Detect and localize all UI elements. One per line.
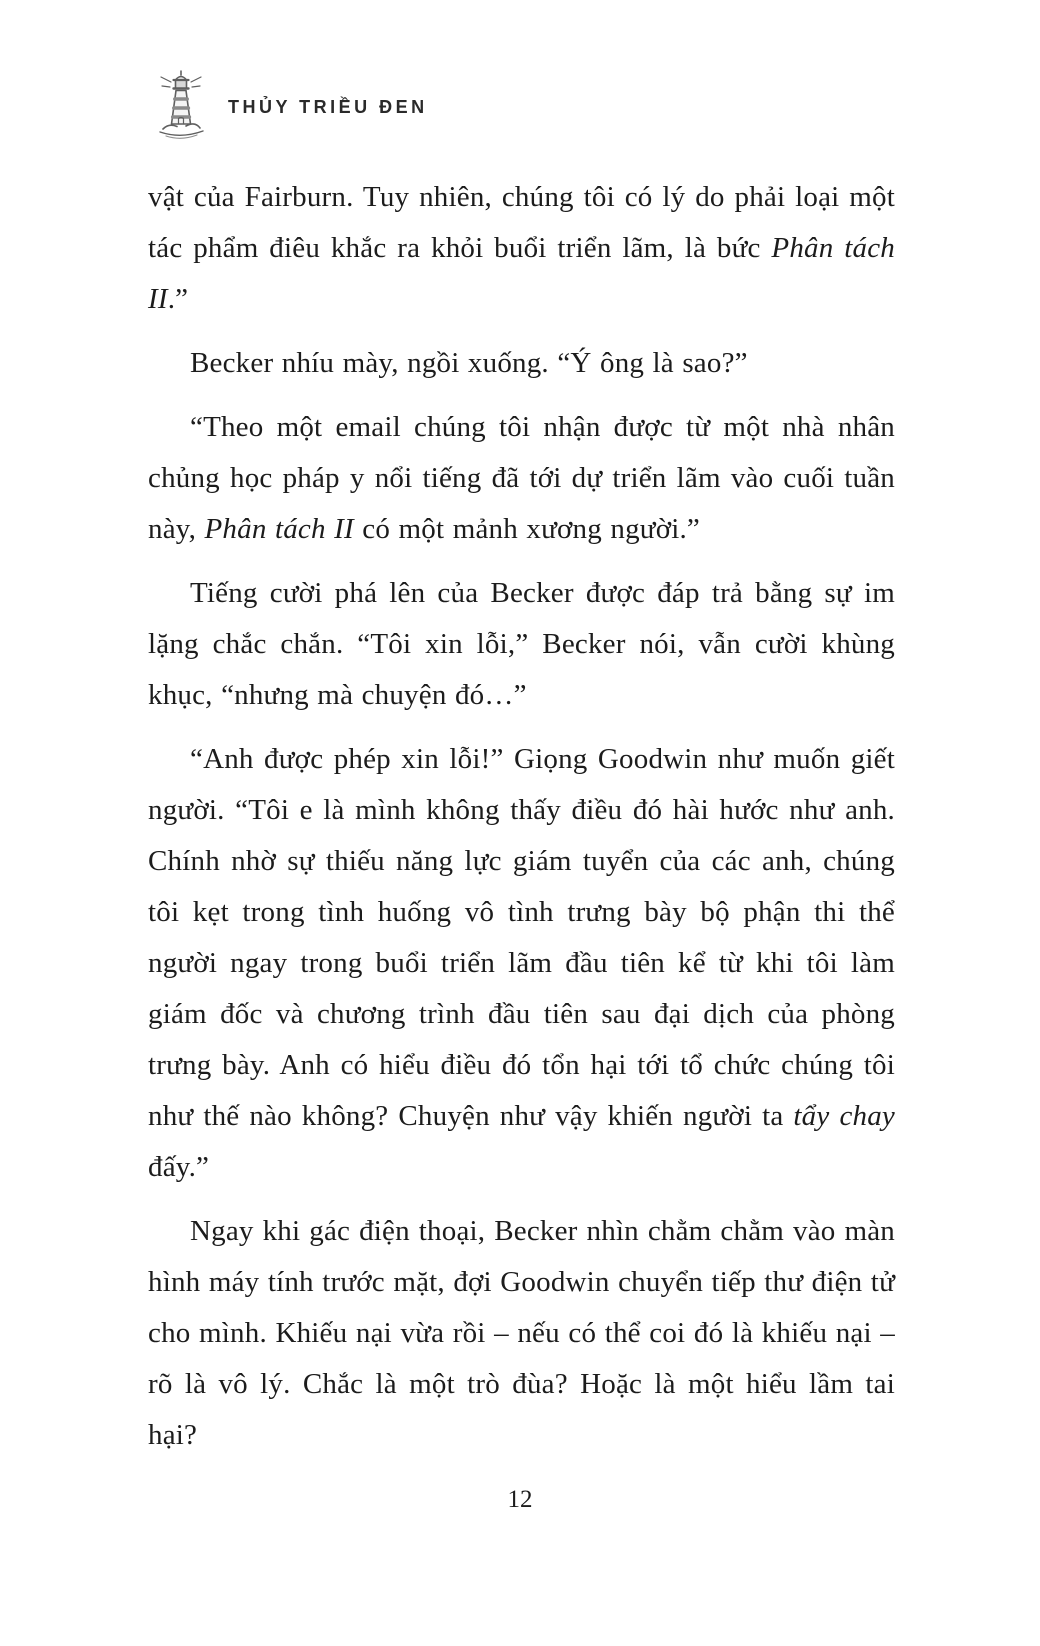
paragraph: [148, 734, 895, 1193]
paragraph: [148, 1206, 895, 1461]
paragraph: [148, 568, 895, 721]
paragraph: [148, 338, 895, 389]
text-segment: .”: [167, 283, 189, 315]
text-segment: có một mảnh xương người.”: [353, 513, 701, 545]
book-title: THỦY TRIỀU ĐEN: [228, 96, 428, 117]
paragraph: [148, 402, 895, 555]
lighthouse-icon: [150, 66, 212, 142]
text-segment: Becker nhíu mày, ngồi xuống. “Ý ông là sao?”: [190, 347, 748, 379]
italic-text: tẩy chay: [793, 1100, 895, 1132]
text-segment: vật của Fairburn. Tuy nhiên, chúng tôi có lý do phải loại một tác phẩm điêu khắc ra khỏi buổi triển lãm, là bức: [148, 181, 895, 264]
italic-text: Phân tách II: [204, 513, 354, 545]
page-number: 12: [507, 1486, 533, 1513]
body-text: [148, 172, 895, 1461]
text-segment: đấy.”: [148, 1151, 210, 1183]
text-segment: Tiếng cười phá lên của Becker được đáp trả bằng sự im lặng chắc chắn. “Tôi xin lỗi,” Becker nói, vẫn cười khùng khục, “nhưng mà chuyện đó…”: [148, 577, 895, 711]
text-segment: “Anh được phép xin lỗi!” Giọng Goodwin như muốn giết người. “Tôi e là mình không thấy điều đó hài hước như anh. Chính nhờ sự thiếu năng lực giám tuyển của các anh, chúng tôi kẹt trong tình huống vô tình trưng bày bộ phận thi thể người ngay trong buổi triển lãm đầu tiên kể từ khi tôi làm giám đốc và chương trình đầu tiên sau đại dịch của phòng trưng bày. Anh có hiểu điều đó tổn hại tới tổ chức chúng tôi như thế nào không? Chuyện như vậy khiến người ta: [148, 743, 895, 1132]
page-header: [150, 66, 895, 142]
paragraph: [148, 172, 895, 325]
text-segment: Ngay khi gác điện thoại, Becker nhìn chằm chằm vào màn hình máy tính trước mặt, đợi Goodwin chuyển tiếp thư điện tử cho mình. Khiếu nại vừa rồi – nếu có thể coi đó là khiếu nại – rõ là vô lý. Chắc là một trò đùa? Hoặc là một hiểu lầm tai hại?: [148, 1215, 895, 1451]
italic-text: Phân tách II: [148, 232, 895, 315]
text-segment: “Theo một email chúng tôi nhận được từ một nhà nhân chủng học pháp y nổi tiếng đã tới dự triển lãm vào cuối tuần này,: [148, 411, 895, 545]
